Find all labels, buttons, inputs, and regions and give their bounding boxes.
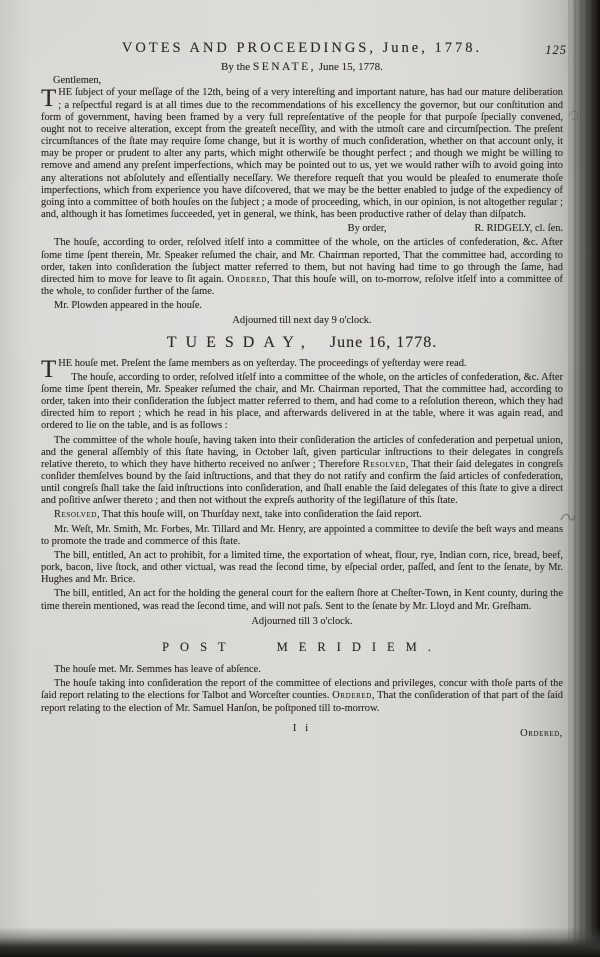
senate-message-text: HE ſubject of your meſſage of the 12th, being of a very intereſting and important nature, has had our mature deliberation ; a reſpectful regard is at all times due to the recommendations of his excellency the governor, but our conſtitution and form of government, having been framed by a very full repreſentative of the people for that purpoſe ſpecially convened, ought not to receive alteration, except from the greateſt neceſſity, and with the utmoſt care and circumſpection. The preſent circumſtances of the ſtate may require ſome change, but it is worthy of much conſideration, whether on that account only, it may be proper or prudent to alter any parts, which might otherwiſe be thought perfect ; and though we might be willing to remove and amend any preſent imperfections, which may be pointed out to us, yet we would rather wiſh to avoid going into any alterations not abſolutely and eſſentially neceſſary. We therefore requeſt that you would be pleaſed to enumerate thoſe imperfections, which from experience you have diſcovered, that we may be the better enabled to judge of the expediency of going into a committee of both houſes on the ſubject ; a mode of proceeding, which, in our opinion, is not altogether regular ; and, although it has ſometimes ſucceeded, yet in general, we think, has been productive rather of delay than diſpatch. [41, 87, 563, 221]
senate-heading [41, 61, 563, 73]
adjournment-line-june15: Adjourned till next day 9 o'clock. [232, 315, 372, 327]
resolution-text-after: , That their ſaid delegates in congreſs conſider themſelves bound by the ſaid inſtructions, and that they do not ratify and confirm the ſaid articles of confederation, until congreſs ſhall take the ſaid inſtructions into conſideration, and ſhall enable the ſaid delegates of this ſtate to give a direct and poſitive anſwer thereto ; and then not without the expreſs authority of the legiſlature of this ſtate. [41, 458, 563, 507]
senate-message-paragraph [41, 87, 563, 221]
signature-mark: I i [292, 721, 312, 734]
catchword: Ordered, [520, 727, 563, 739]
resolved-smallcaps: Resolved [54, 509, 97, 521]
paragraph-semmes: The houſe met. Mr. Semmes has leave of abſence. [54, 664, 261, 676]
paragraph-elections [41, 678, 563, 714]
page-title: VOTES AND PROCEEDINGS, June, 1778. [121, 40, 483, 56]
post-meridiem-heading: POST MERIDIEM. [162, 639, 442, 654]
resolved-thursday-text: , That this houſe will, on Thurſday next, take into conſideration the ſaid report. [96, 509, 422, 521]
tuesday-heading [41, 334, 563, 352]
salutation: Gentlemen, [53, 75, 102, 87]
ordered-smallcaps: Ordered [227, 273, 267, 285]
resolved-smallcaps: Resolved [362, 458, 406, 470]
paragraph-plowden: Mr. Plowden appeared in the houſe. [54, 300, 203, 312]
senate-heading-prefix: By the [221, 61, 253, 74]
paragraph-committee-june15 [41, 237, 563, 298]
tuesday-heading-date: June 16, 1778. [329, 334, 438, 352]
ordered-smallcaps: Ordered [332, 690, 372, 702]
committee-june15-text: The houſe, according to order, reſolved itſelf into a committee of the whole, on the articles of confederation, &c. After ſome time ſpent therein, Mr. Speaker reſumed the chair, and Mr. Chairman reported, That the committee had, according to order, taken into conſideration the ſubject matter referred to them, but not having had time to go through the ſame, had directed him to move for leave to ſit again. [41, 237, 563, 285]
senate-heading-name: SENATE, [252, 61, 317, 74]
clerk-signature: R. RIDGELY, cl. ſen. [474, 223, 563, 235]
page-header [41, 40, 567, 57]
paragraph-court-bill: The bill, entitled, An act for the holding the general court for the eaſtern ſhore at Cheſter-Town, in Kent county, during the time therein mentioned, was read the ſecond time, and will not paſs. Sent to the ſenate by Mr. Lloyd and Mr. Greſham. [41, 588, 563, 612]
paragraph-export-bill: The bill, entitled, An act to prohibit, for a limited time, the exportation of wheat, flour, rye, Indian corn, rice, bread, beef, pork, bacon, live ſtock, and other victual, was read the ſecond time, by eſpecial order, paſſed, and ſent to the ſenate, by Mr. Hughes and Mr. Brice. [41, 549, 563, 586]
house-met-text: HE houſe met. Preſent the ſame members as on yeſterday. The proceedings of yeſterday were read. [58, 357, 467, 369]
book-edge-shadow-right [568, 0, 600, 957]
by-order-label: By order, [347, 223, 387, 235]
paragraph-trade-committee: Mr. Weſt, Mr. Smith, Mr. Forbes, Mr. Tillard and Mr. Henry, are appointed a committee to deviſe the beſt ways and means to promote the trade and commerce of this ſtate. [41, 523, 563, 547]
scan-dark-band-bottom [0, 927, 600, 957]
page-content [41, 40, 567, 744]
dropcap-letter: T [41, 355, 57, 383]
adjournment-line-june16: Adjourned till 3 o'clock. [251, 615, 353, 627]
paragraph-resolved-thursday [41, 509, 563, 521]
elections-text: The houſe taking into conſideration the report of the committee of elections and privileges, concur with thoſe parts of the ſaid report relating to the elections for Talbot and Worceſter counties. [41, 678, 563, 702]
elections-text-after: , That the conſideration of that part of the ſaid report relating to the election of Mr. Samuel Hanſon, be poſtponed till to-morrow. [41, 690, 563, 714]
page-number: 125 [545, 43, 567, 57]
paragraph-resolution [41, 435, 563, 508]
by-order-line [41, 223, 563, 235]
paragraph-house-met [41, 355, 563, 383]
tuesday-heading-day: TUESDAY, [166, 334, 314, 352]
resolution-text: The committee of the whole houſe, having taken into their conſideration the articles of confederation and perpetual union, and the general aſſembly of this ſtate having, in October laſt, given particular inſtructions to their delegates in congreſs relative thereto, to which they have hitherto received no anſwer ; Therefore [41, 434, 563, 470]
committee-june15-text-after: , That this houſe will, on to-morrow, reſolve itſelf into a committee of the whole, to conſider further of the ſame. [41, 273, 563, 297]
senate-heading-date: June 15, 1778. [316, 61, 383, 74]
paragraph-committee-june16: The houſe, according to order, reſolved itſelf into a committee of the whole, on the articles of confederation, &c. After ſome time ſpent therein, Mr. Speaker reſumed the chair, and Mr. Chairman reported, That the committee had, according to order, taken into their conſideration the ſubject matter referred to them, and had come to a reſolution thereon, which they had directed him to report ; which he read in his place, and afterwards delivered in at the table, where it was again read, and ordered to lie on the table, and is as follows : [41, 371, 563, 432]
page-footer [41, 722, 563, 744]
dropcap-letter: T [41, 85, 57, 113]
